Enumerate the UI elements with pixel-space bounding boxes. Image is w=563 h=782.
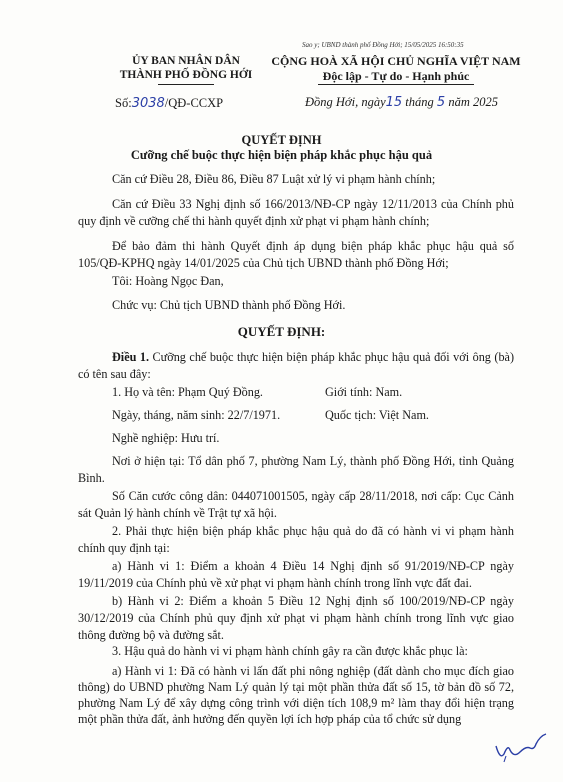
- handwritten-doc-number: 3038: [131, 96, 165, 111]
- place-and-date: [305, 95, 498, 110]
- article-1-text: Cưỡng chế buộc thực hiện biện pháp khắc phục hậu quả đối với ông (bà) có tên sau đây:: [78, 350, 515, 381]
- doc-number-suffix: /QĐ-CCXP: [164, 96, 224, 110]
- signer-position: Chức vụ: Chủ tịch UBND thành phố Đồng Hới.: [112, 298, 346, 312]
- preamble-basis-2: Căn cứ Điều 33 Nghị định số 166/2013/NĐ-CP ngày 12/11/2013 của Chính phủ quy định về cưỡng chế thi hành quyết định xử phạt vi phạm hành chính;: [78, 197, 514, 228]
- item-2: 2. Phải thực hiện biện pháp khắc phục hậu quả do đã có hành vi vi phạm hành chính quy định tại:: [78, 524, 514, 555]
- initial-signature: [492, 730, 548, 764]
- motto-underline: [318, 84, 474, 85]
- person-nationality: Quốc tịch: Việt Nam.: [325, 408, 429, 422]
- person-dob: Ngày, tháng, năm sinh: 22/7/1971.: [112, 408, 281, 422]
- person-gender: Giới tính: Nam.: [325, 385, 403, 399]
- place-prefix: Đồng Hới, ngày: [305, 95, 386, 109]
- agency-name-line2: THÀNH PHỐ ĐỒNG HỚI: [119, 69, 253, 81]
- national-motto: Độc lập - Tự do - Hạnh phúc: [322, 69, 470, 83]
- doc-number-prefix: Số:: [115, 96, 132, 110]
- document-title: QUYẾT ĐỊNH: [241, 133, 322, 147]
- item-2b: b) Hành vi 2: Điểm a khoản 5 Điều 12 Nghị định số 100/2019/NĐ-CP ngày 30/12/2019 của Chính phủ quy định xử phạt vi phạm hành chính trong lĩnh vực giao thông đường bộ và đường sắt.: [78, 594, 514, 642]
- article-1: [78, 349, 514, 383]
- month-label: tháng: [405, 95, 434, 109]
- person-residence: Nơi ở hiện tại: Tổ dân phố 7, phường Nam Lý, thành phố Đồng Hới, tỉnh Quảng Bình.: [78, 454, 514, 485]
- copy-stamp: Sao y; UBND thành phố Đồng Hới; 15/05/2025 16:50:35: [302, 41, 464, 49]
- preamble-basis-1: Căn cứ Điều 28, Điều 86, Điều 87 Luật xử lý vi phạm hành chính;: [112, 172, 436, 186]
- item-3a: a) Hành vi 1: Đã có hành vi lấn đất phi nông nghiệp (đất dành cho mục đích giao thông) do UBND phường Nam Lý quản lý tại một phần thửa đất số 15, tờ bản đồ số 72, phường Nam Lý để xây dựng công trình với diện tích 108,9 m² làm thay đổi hiện trạng một phần thửa đất, ảnh hưởng đến quyền lợi ích hợp pháp của tổ chức sử dụng: [78, 664, 514, 726]
- handwritten-month: 5: [436, 95, 446, 110]
- agency-name-line1: ỦY BAN NHÂN DÂN: [132, 55, 240, 67]
- handwritten-day: 15: [385, 95, 403, 110]
- person-id-card: Số Căn cước công dân: 044071001505, ngày cấp 28/11/2018, nơi cấp: Cục Cảnh sát Quản lý hành chính về Trật tự xã hội.: [78, 489, 514, 520]
- preamble-basis-3: Để bảo đảm thi hành Quyết định áp dụng biện pháp khắc phục hậu quả số 105/QĐ-KPHQ ngày 14/01/2025 của Chủ tịch UBND thành phố Đồng Hới;: [78, 239, 514, 270]
- person-name: 1. Họ và tên: Phạm Quý Đồng.: [112, 385, 263, 399]
- article-1-label: Điều 1.: [112, 350, 150, 364]
- item-3: 3. Hậu quả do hành vi vi phạm hành chính gây ra cần được khắc phục là:: [112, 644, 468, 658]
- signer-name: Tôi: Hoàng Ngọc Đan,: [112, 274, 224, 288]
- national-title: CỘNG HOÀ XÃ HỘI CHỦ NGHĨA VIỆT NAM: [271, 54, 521, 68]
- item-2a: a) Hành vi 1: Điểm a khoản 4 Điều 14 Nghị định số 91/2019/NĐ-CP ngày 19/11/2019 của Chính phủ về xử phạt vi phạm hành chính trong lĩnh vực đất đai.: [78, 559, 514, 590]
- document-subtitle: Cưỡng chế buộc thực hiện biện pháp khắc phục hậu quả: [130, 148, 433, 162]
- agency-underline: [158, 84, 214, 85]
- decision-heading: QUYẾT ĐỊNH:: [237, 324, 326, 339]
- year-text: năm 2025: [448, 95, 498, 109]
- document-number: [115, 96, 223, 111]
- person-occupation: Nghề nghiệp: Hưu trí.: [112, 431, 220, 445]
